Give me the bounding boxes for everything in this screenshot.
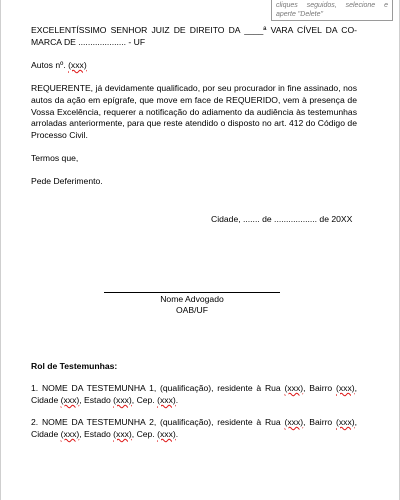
closing-pede: Pede Deferimento. [31, 176, 103, 186]
body-line-3: Vossa Excelência, requerer a notificação do adiamento da audiência às testemunhas [31, 107, 357, 117]
body-line-5: Processo Civil. [31, 130, 88, 140]
autos-value: (xxx) [68, 60, 87, 70]
header-line-1: EXCELENTÍSSIMO SENHOR JUIZ DE DIREITO DA ____ª VARA CÍVEL DA CO- [31, 25, 357, 35]
autos-number [31, 60, 87, 71]
signature-line [104, 292, 280, 293]
body-line-1: REQUERENTE, já devidamente qualificado, por seu procurador in fine assinado, nos [31, 83, 357, 93]
witness-2-line-2: Cidade (xxx), Estado (xxx), Cep. (xxx). [31, 429, 179, 439]
witness-1-line-2: Cidade (xxx), Estado (xxx), Cep. (xxx). [31, 395, 179, 405]
body-line-4: arroladas anteriormente, para que reste atendido o disposto no art. 412 do Código de [31, 118, 357, 128]
instruction-tooltip [271, 0, 393, 21]
autos-label: Autos nº. [31, 60, 66, 70]
witnesses-title: Rol de Testemunhas: [31, 361, 118, 371]
signature-name: Nome Advogado [160, 294, 224, 304]
body-line-2: autos da ação em epígrafe, que move em face de REQUERIDO, vem à presença de [31, 95, 357, 105]
signature-oab: OAB/UF [176, 305, 208, 315]
header-line-2: MARCA DE .................... - UF [31, 37, 146, 47]
date-line: Cidade, ....... de .................. de 20XX [211, 214, 353, 224]
witness-2-line-1: 2. NOME DA TESTEMUNHA 2, (qualificação), residente à Rua (xxx), Bairro (xxx), [31, 417, 357, 427]
tooltip-text: cliques seguidos, selecione e aperte "Delete" [276, 2, 388, 18]
closing-termos: Termos que, [31, 153, 79, 163]
witness-1-line-1: 1. NOME DA TESTEMUNHA 1, (qualificação), residente à Rua (xxx), Bairro (xxx), [31, 383, 357, 393]
